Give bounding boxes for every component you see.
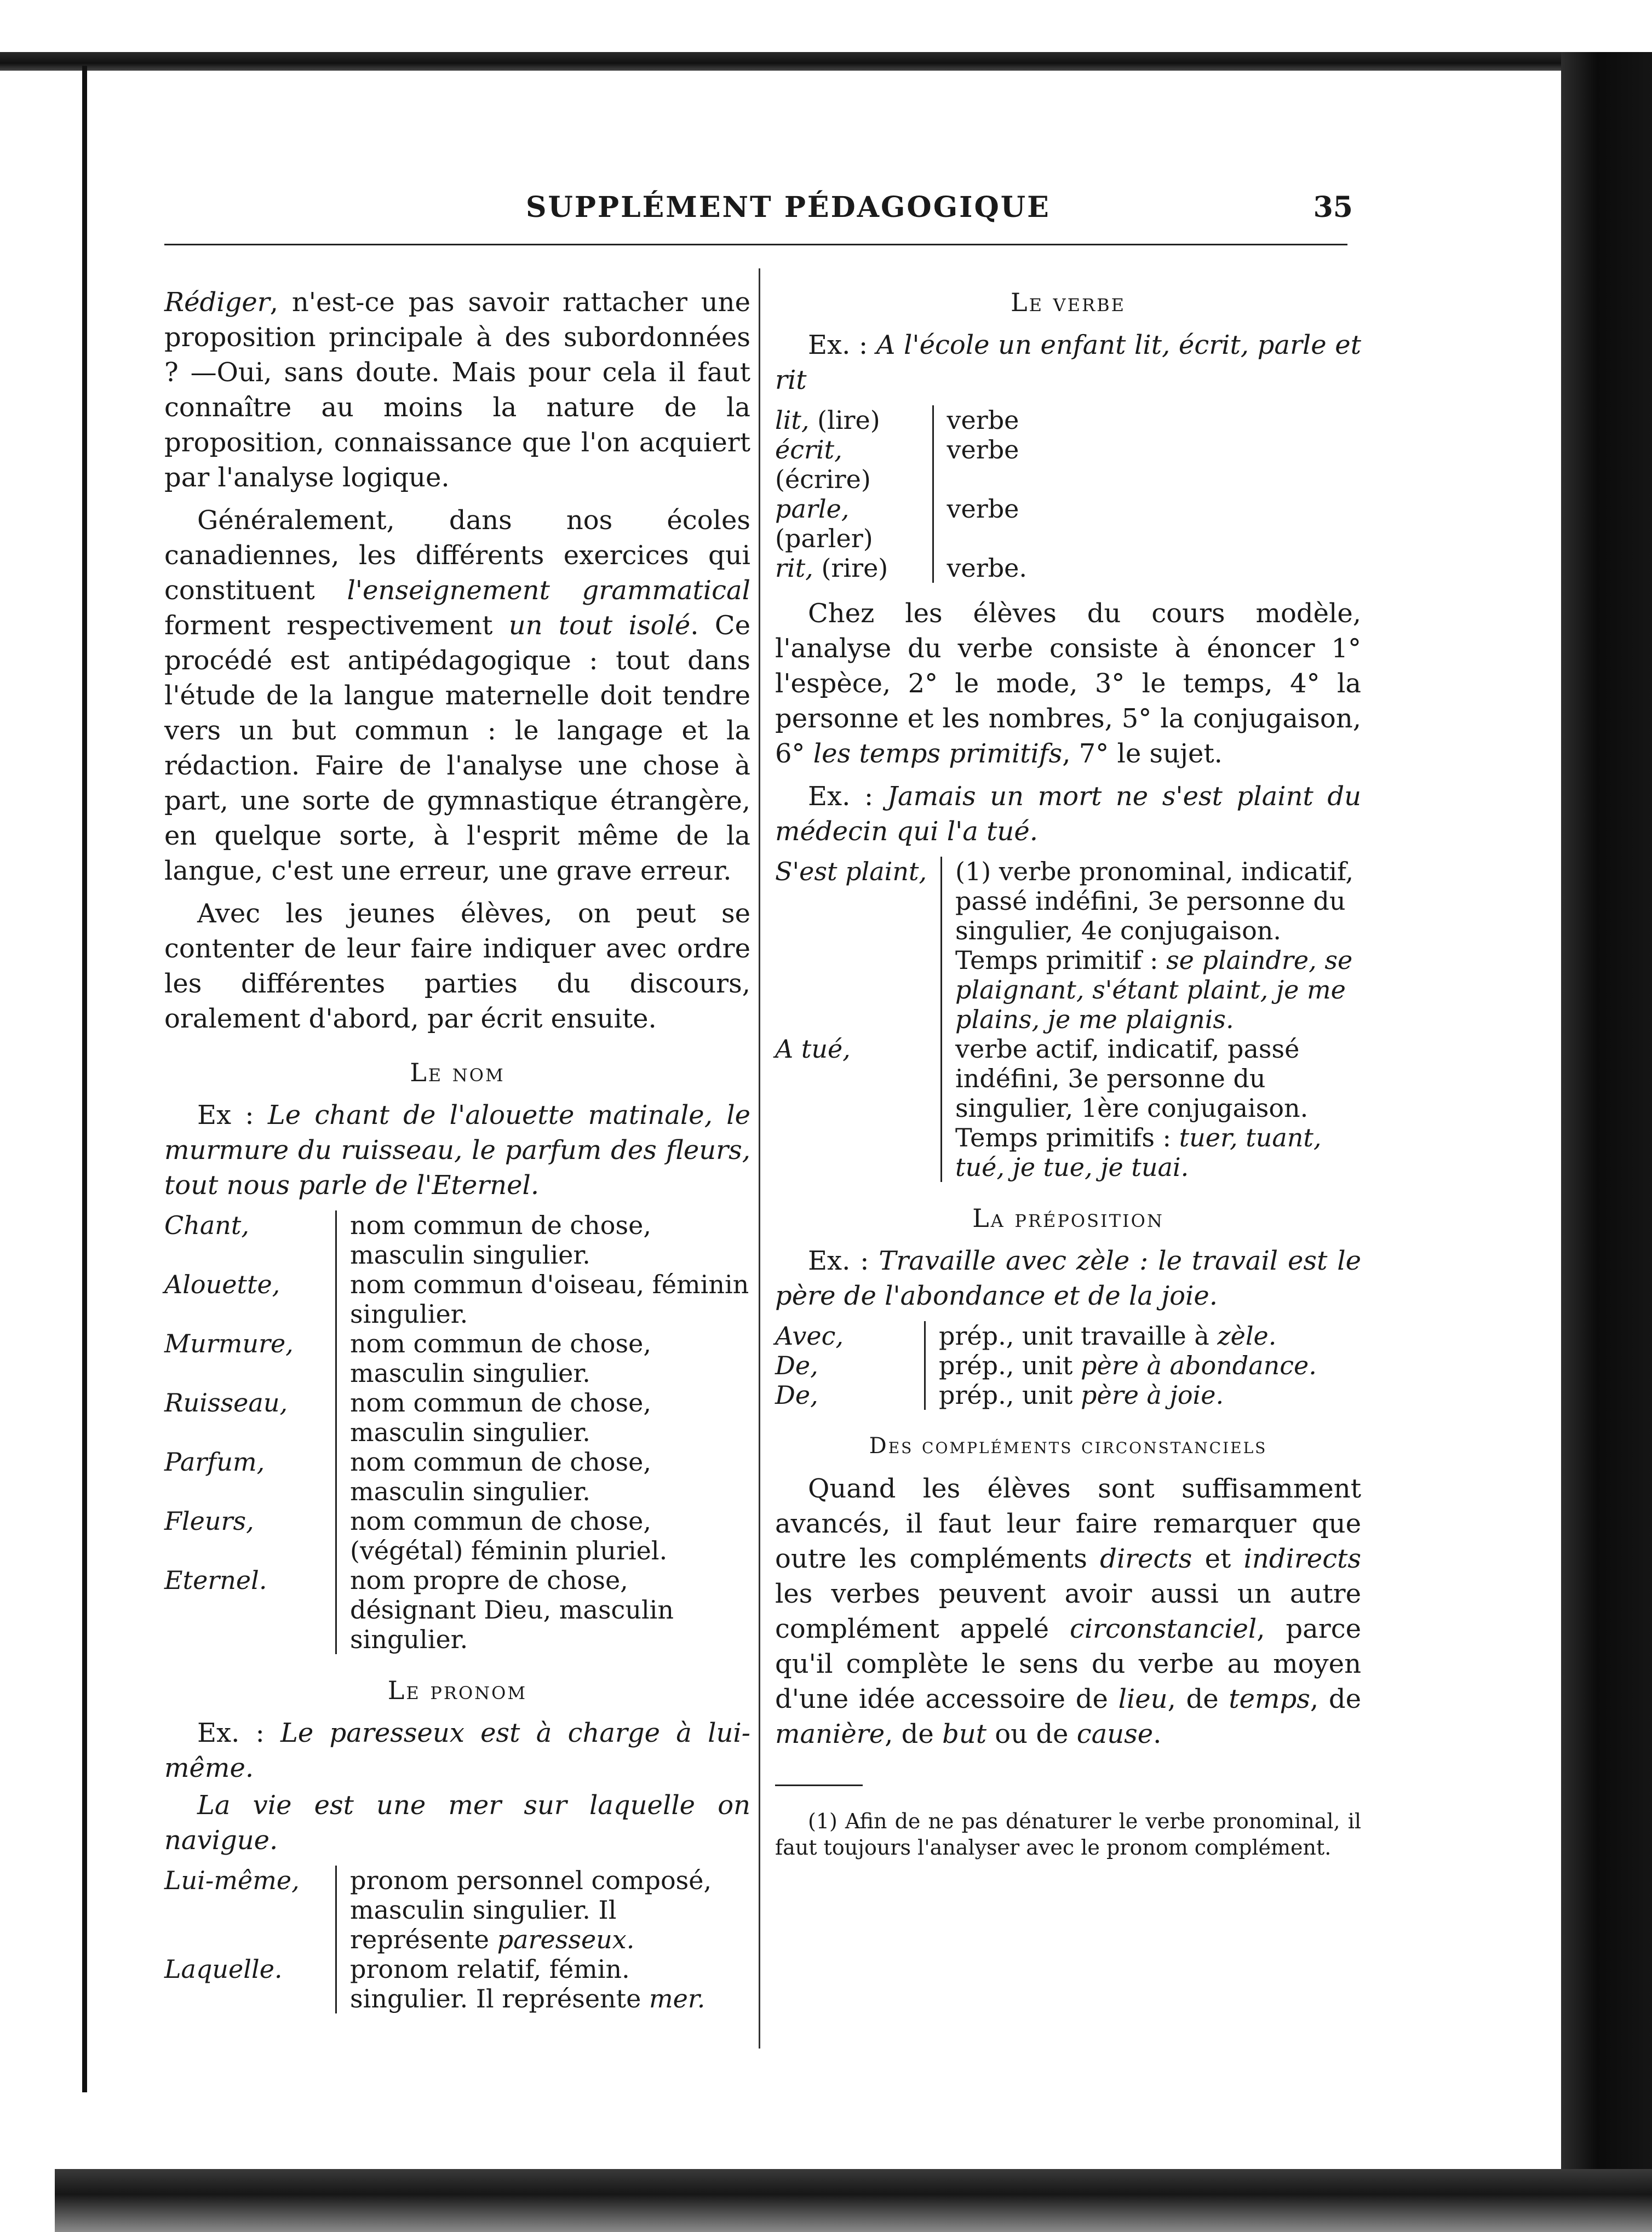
example-nom: Ex : Le chant de l'alouette matinale, le murmure du ruisseau, le parfum des fleurs, tout nous parle de l'Eternel. (164, 1100, 751, 1201)
table-row: Chant, nom commun de chose, masculin singulier. (164, 1210, 750, 1270)
table-row: De, prép., unit père à abondance. (775, 1351, 1361, 1380)
scan-edge-top (0, 52, 1578, 71)
header-rule (164, 244, 1347, 245)
table-row: écrit, (écrire) verbe (775, 435, 1027, 494)
table-row: rit, (rire) verbe. (775, 553, 1027, 583)
table-row: Fleurs, nom commun de chose, (végétal) féminin pluriel. (164, 1506, 750, 1565)
paragraph-rediger: Rédiger, n'est-ce pas savoir rattacher une proposition principale à des subordonnées ? —Oui, sans doute. Mais pour cela il faut connaître au moins la nature de la proposition, connaissance que l'on acquiert par l'analyse logique. (164, 287, 750, 493)
table-row: Murmure, nom commun de chose, masculin singulier. (164, 1329, 750, 1388)
example-pronom: Ex. : Le paresseux est à charge à lui-même. (164, 1718, 750, 1783)
scan-edge-right (1561, 52, 1652, 2232)
scan-edge-bottom (55, 2169, 1652, 2232)
table-row: Ruisseau, nom commun de chose, masculin singulier. (164, 1388, 750, 1447)
example-verbe-2: Ex. : Jamais un mort ne s'est plaint du médecin qui l'a tué. (775, 781, 1361, 847)
page-number: 35 (1313, 191, 1353, 224)
table-row: Eternel. nom propre de chose, désignant Dieu, masculin singulier. (164, 1565, 750, 1654)
running-head (164, 181, 1353, 230)
table-row: S'est plaint, (1) verbe pronominal, indicatif, passé indéfini, 3e personne du singulier, 4e conjugaison. Temps primitif : se plaindre, se plaignant, s'étant plaint, je me plains, je me plaignis. (775, 857, 1361, 1034)
table-row: Alouette, nom commun d'oiseau, féminin singulier. (164, 1270, 750, 1329)
analysis-table-verbe-2 (775, 857, 1361, 1182)
footnote: (1) Afin de ne pas dénaturer le verbe pronominal, il faut toujours l'analyser avec le pronom complément. (775, 1809, 1361, 1860)
table-row: Parfum, nom commun de chose, masculin singulier. (164, 1447, 750, 1506)
table-row: Laquelle. pronom relatif, fémin. singulier. Il représente mer. (164, 1954, 750, 2013)
paragraph-complements: Quand les élèves sont suffisamment avancés, il faut leur faire remarquer que outre les compléments directs et indirects les verbes peuvent avoir aussi un autre complément appelé circonstanciel, parce qu'il complète le sens du verbe au moyen d'une idée accessoire de lieu, de temps, de manière, de but ou de cause. (775, 1473, 1361, 1749)
table-row: A tué, verbe actif, indicatif, passé indéfini, 3e personne du singulier, 1ère conjugaison. Temps primitifs : tuer, tuant, tué, je tue, je tuai. (775, 1034, 1361, 1182)
analysis-table-pronom (164, 1866, 750, 2013)
section-title-preposition: La préposition (972, 1203, 1164, 1233)
section-title-verbe: Le verbe (1011, 288, 1126, 317)
left-column (164, 285, 750, 2027)
table-row: lit, (lire) verbe (775, 405, 1027, 435)
paragraph-cours-modele: Chez les élèves du cours modèle, l'analyse du verbe consiste à énoncer 1° l'espèce, 2° le mode, 3° le temps, 4° la personne et les nombres, 5° la conjugaison, 6° les temps primitifs, 7° le sujet. (775, 598, 1361, 769)
table-row: Avec, prép., unit travaille à zèle. (775, 1321, 1361, 1351)
analysis-table-verbe (775, 405, 1027, 583)
paragraph-jeunes-eleves: Avec les jeunes élèves, on peut se contenter de leur faire indiquer avec ordre les différentes parties du discours, oralement d'abord, par écrit ensuite. (164, 898, 750, 1034)
scan-edge-left (82, 66, 87, 2092)
section-title-nom: Le nom (410, 1058, 505, 1087)
column-divider (759, 268, 760, 2049)
table-row: parle, (parler) verbe (775, 494, 1027, 553)
paragraph-generalement: Généralement, dans nos écoles canadiennes, les différents exercices qui constituent l'enseignement grammatical forment respectivement un tout isolé. Ce procédé est antipédagogique : tout dans l'étude de la langue maternelle doit tendre vers un but commun : le langage et la rédaction. Faire de l'analyse une chose à part, une sorte de gymnastique étrangère, en quelque sorte, à l'esprit même de la langue, c'est une erreur, une grave erreur. (164, 505, 750, 886)
example-pronom-2: La vie est une mer sur laquelle on navigue. (164, 1790, 750, 1856)
right-column (775, 285, 1361, 1868)
table-row: Lui-même, pronom personnel composé, masculin singulier. Il représente paresseux. (164, 1866, 750, 1954)
analysis-table-preposition (775, 1321, 1361, 1410)
section-title-complements: Des compléments circonstanciels (869, 1433, 1267, 1459)
example-preposition: Ex. : Travaille avec zèle : le travail est le père de l'abondance et de la joie. (775, 1246, 1361, 1311)
book-page (164, 181, 1361, 2087)
footnote-rule (775, 1785, 863, 1786)
section-title-pronom: Le pronom (387, 1676, 527, 1705)
table-row: De, prép., unit père à joie. (775, 1380, 1361, 1410)
example-verbe: Ex. : A l'école un enfant lit, écrit, parle et rit (775, 330, 1361, 395)
running-title: SUPPLÉMENT PÉDAGOGIQUE (526, 191, 1051, 224)
analysis-table-nom (164, 1210, 750, 1654)
